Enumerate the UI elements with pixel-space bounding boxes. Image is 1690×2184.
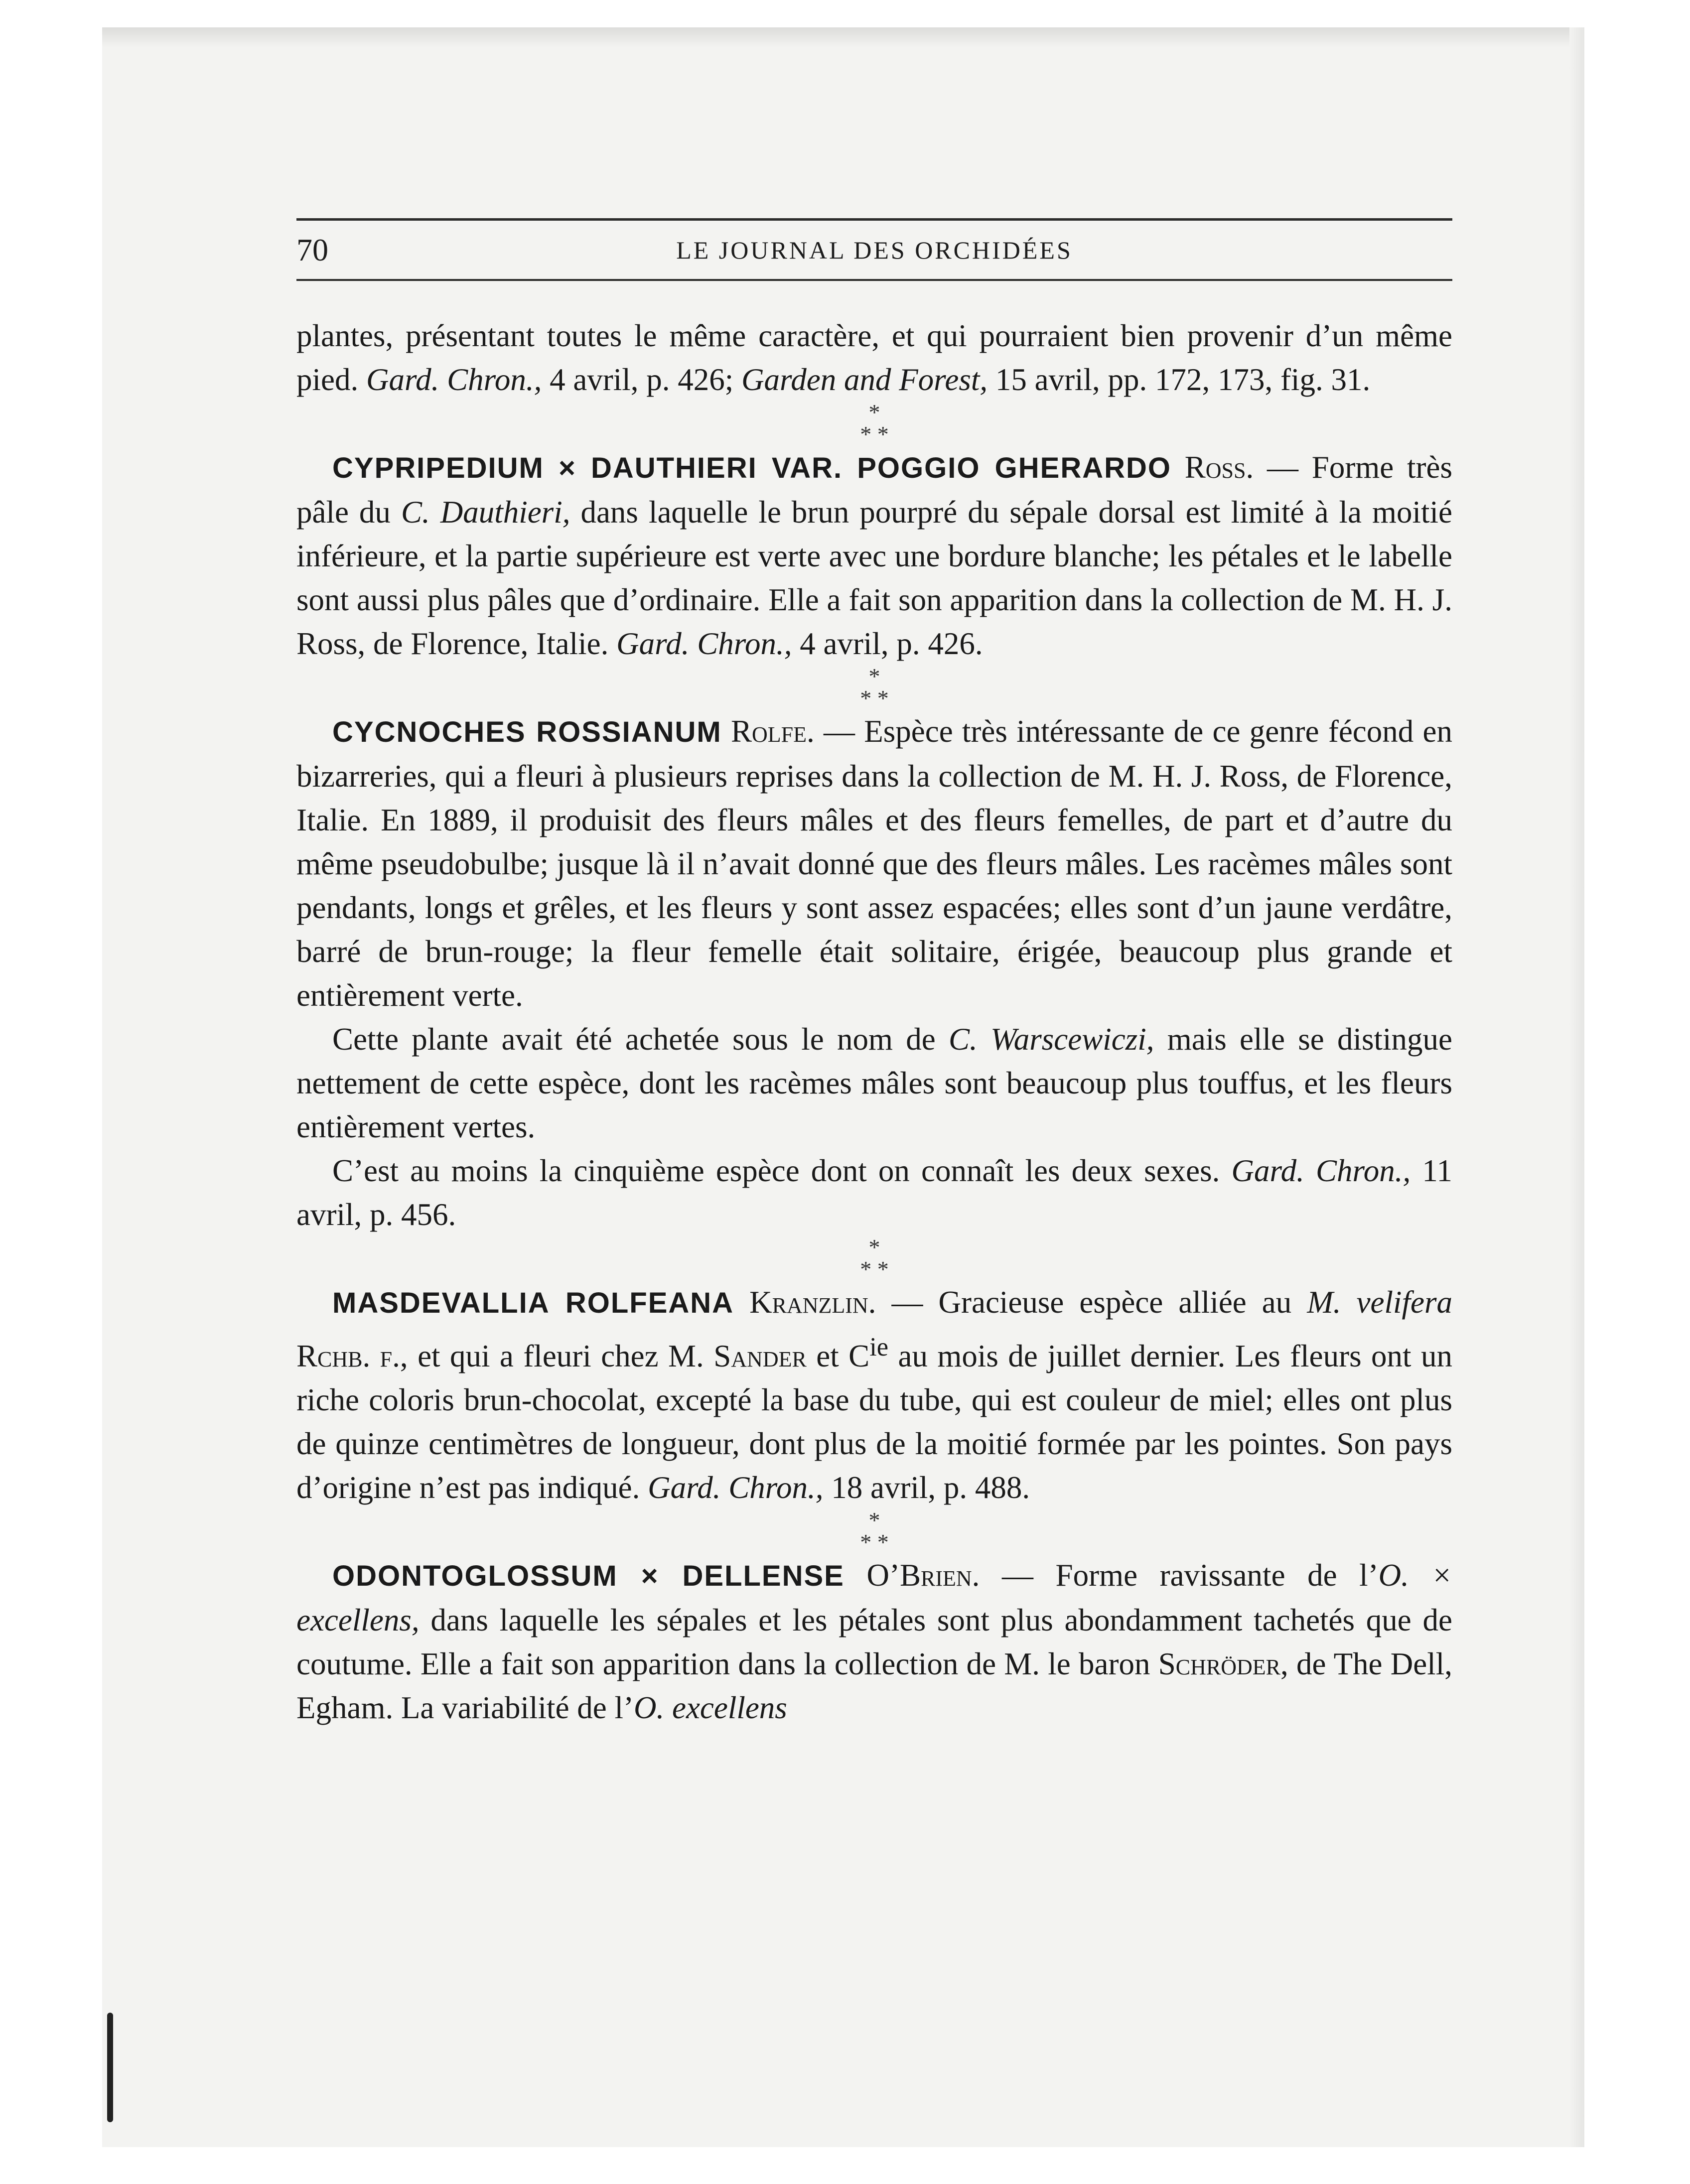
asterism-separator: * * * <box>860 1234 889 1282</box>
entry-heading: CYPRIPEDIUM × DAUTHIERI VAR. POGGIO GHERARDO <box>332 452 1171 484</box>
entry-masdevallia: MASDEVALLIA ROLFEANA Kranzlin. — Gracieuse espèce alliée au M. velifera Rchb. f., et qui a fleuri chez M. Sander et $C^{ie}$ au mois de juillet dernier. Les fleurs ont un riche coloris brun-chocolat, excepté la base du tube, qui est couleur de miel; elles ont plus de quinze centimètres de longueur, dont plus de la moitié formée par les pointes. Son pays d’origine n’est pas indiqué. Gard. Chron., 18 avril, p. 488. <box>296 1285 1453 1505</box>
entry-author: Ross. <box>1184 450 1254 485</box>
page-number: 70 <box>296 232 328 268</box>
body-text <box>296 314 1452 1730</box>
entry-author: Rolfe. <box>730 714 815 749</box>
entry-heading: MASDEVALLIA ROLFEANA <box>332 1287 734 1319</box>
header-rule-bottom <box>296 279 1452 281</box>
entry-cycnoches: CYCNOCHES ROSSIANUM Rolfe. — Espèce très intéressante de ce genre fécond en bizarreries, qui a fleuri à plusieurs reprises dans la collection de M. H. J. Ross, de Florence, Italie. En 1889, il produisit des fleurs mâles et des fleurs femelles, de part et d’autre du même pseudobulbe; jusque là il n’avait donné que des fleurs mâles. Les racèmes mâles sont pendants, longs et grêles, et les fleurs y sont assez espacées; elles sont d’un jaune verdâtre, barré de brun-rouge; la fleur femelle était solitaire, érigée, beaucoup plus grande et entièrement verte. <box>296 714 1452 1013</box>
asterism-separator: * * * <box>860 400 889 447</box>
entry-cypripedium: CYPRIPEDIUM × DAUTHIERI VAR. POGGIO GHERARDO Ross. — Forme très pâle du C. Dauthieri, dans laquelle le brun pourpré du sépale dorsal est limité à la moitié inférieure, et la partie supérieure est verte avec une bordure blanche; les pétales et le labelle sont aussi plus pâles que d’ordinaire. Elle a fait son apparition dans la collection de M. H. J. Ross, de Florence, Italie. Gard. Chron., 4 avril, p. 426. <box>296 450 1452 661</box>
entry-author: Kranzlin. <box>749 1285 876 1320</box>
scan-smudge <box>107 2013 113 2122</box>
page-edge <box>1569 27 1584 2147</box>
running-head <box>296 230 1452 270</box>
journal-title: LE JOURNAL DES ORCHIDÉES <box>676 236 1073 264</box>
intro-paragraph: plantes, présentant toutes le même caractère, et qui pourraient bien provenir d’un même pied. Gard. Chron., 4 avril, p. 426; Garden and Forest, 15 avril, pp. 172, 173, fig. 31. <box>296 318 1452 397</box>
asterism-separator: * * * <box>860 1507 889 1555</box>
entry-author: O’Brien. <box>866 1558 980 1593</box>
asterism-separator: * * * <box>860 664 889 711</box>
header-rule-top <box>296 218 1452 221</box>
entry-cycnoches-p3: C’est au moins la cinquième espèce dont on connaît les deux sexes. Gard. Chron., 11 avril, p. 456. <box>296 1153 1452 1232</box>
scan-shadow <box>102 27 1584 47</box>
entry-odontoglossum: ODONTOGLOSSUM × DELLENSE O’Brien. — Forme ravissante de l’O. × excellens, dans laquelle les sépales et les pétales sont plus abondamment tachetés que de coutume. Elle a fait son apparition dans la collection de M. le baron Schröder, de The Dell, Egham. La variabilité de l’O. excellens <box>296 1558 1453 1725</box>
entry-heading: CYCNOCHES ROSSIANUM <box>332 716 722 748</box>
entry-cycnoches-p2: Cette plante avait été achetée sous le nom de C. Warscewiczi, mais elle se distingue nettement de cette espèce, dont les racèmes mâles sont beaucoup plus touffus, et les fleurs entièrement vertes. <box>296 1022 1452 1144</box>
entry-heading: ODONTOGLOSSUM × DELLENSE <box>332 1560 845 1592</box>
